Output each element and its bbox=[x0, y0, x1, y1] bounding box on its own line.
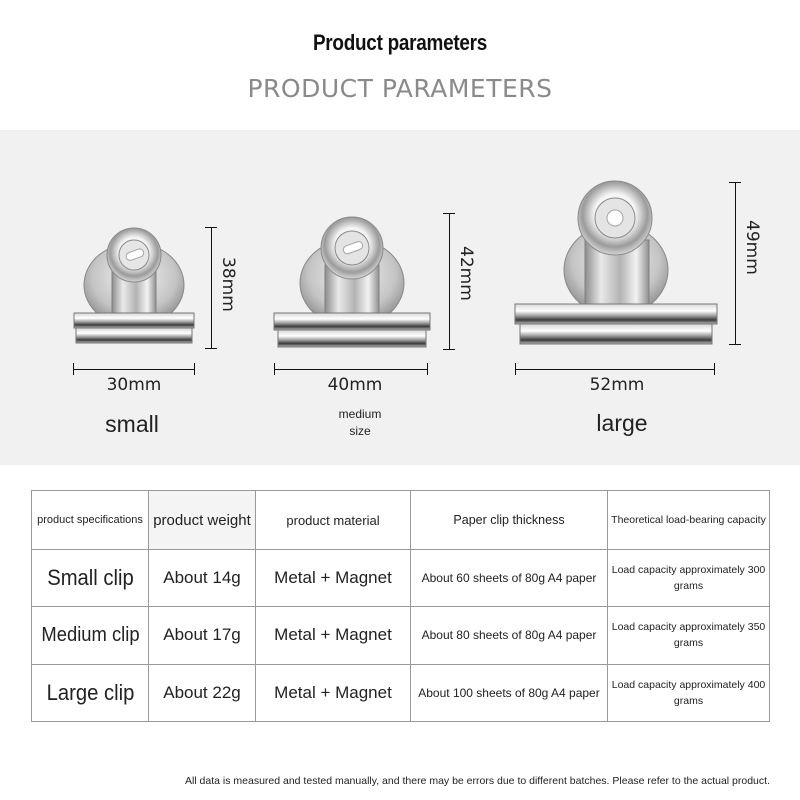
clip-medium-image bbox=[272, 213, 432, 351]
table-cell: Load capacity approximately 300 grams bbox=[608, 550, 770, 607]
table-cell: About 17g bbox=[149, 607, 256, 664]
table-header-cell: product material bbox=[256, 491, 411, 550]
table-cell: About 80 sheets of 80g A4 paper bbox=[411, 607, 608, 664]
table-header-row bbox=[32, 491, 770, 550]
table-header-cell: Paper clip thickness bbox=[411, 491, 608, 550]
table-cell: Metal + Magnet bbox=[256, 550, 411, 607]
large-size-label: large bbox=[596, 410, 648, 436]
table-cell: Large clip bbox=[36, 664, 144, 721]
table-cell: Small clip bbox=[36, 550, 144, 607]
table-cell: Metal + Magnet bbox=[256, 607, 411, 664]
table-cell: About 60 sheets of 80g A4 paper bbox=[411, 550, 608, 607]
table-header-cell: product weight bbox=[149, 491, 256, 550]
disclaimer-footnote: All data is measured and tested manually, and there may be errors due to different batches. Please refer to the actual product. bbox=[184, 775, 770, 787]
table-cell: About 22g bbox=[149, 664, 256, 721]
table-row bbox=[32, 550, 770, 607]
large-height-dimension bbox=[735, 182, 736, 345]
small-height-dimension bbox=[211, 227, 212, 349]
clip-large-image bbox=[512, 180, 720, 350]
medium-width-dimension bbox=[274, 369, 428, 370]
medium-height-dimension bbox=[449, 213, 450, 350]
table-cell: Medium clip bbox=[36, 607, 144, 664]
page-subtitle: PRODUCT PARAMETERS bbox=[247, 74, 553, 103]
medium-size-label: medium size bbox=[338, 407, 382, 438]
page-title: Product parameters bbox=[312, 30, 488, 55]
medium-width-label: 40mm bbox=[327, 375, 383, 395]
table-header-cell: Theoretical load-bearing capacity bbox=[608, 491, 770, 550]
table-cell: About 14g bbox=[149, 550, 256, 607]
parameters-table bbox=[31, 490, 770, 722]
table-cell: Load capacity approximately 400 grams bbox=[608, 664, 770, 721]
small-width-dimension bbox=[73, 369, 195, 370]
table-cell: Metal + Magnet bbox=[256, 664, 411, 721]
large-width-label: 52mm bbox=[589, 375, 645, 395]
medium-height-label: 42mm bbox=[456, 246, 476, 301]
small-width-label: 30mm bbox=[106, 375, 162, 395]
table-cell: About 100 sheets of 80g A4 paper bbox=[411, 664, 608, 721]
table-row bbox=[32, 664, 770, 721]
small-height-label: 38mm bbox=[218, 257, 238, 312]
large-height-label: 49mm bbox=[742, 220, 762, 275]
table-row bbox=[32, 607, 770, 664]
large-width-dimension bbox=[515, 369, 715, 370]
table-cell: Load capacity approximately 350 grams bbox=[608, 607, 770, 664]
clip-small-image bbox=[72, 225, 196, 350]
small-size-label: small bbox=[105, 411, 159, 437]
table-header-cell: product specifications bbox=[32, 491, 149, 550]
